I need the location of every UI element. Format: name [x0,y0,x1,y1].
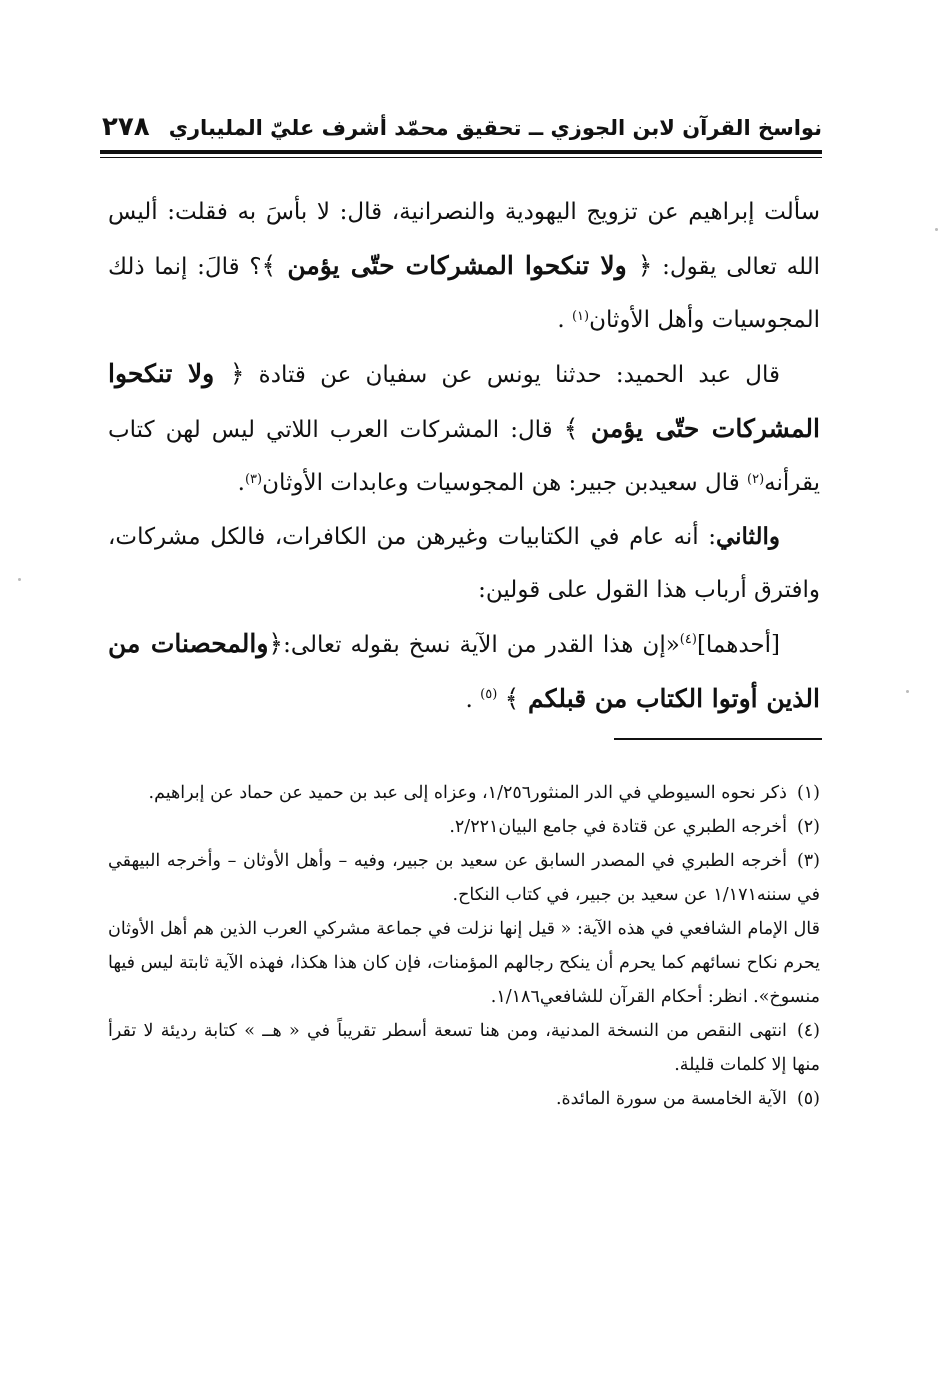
footnote-divider [614,738,822,740]
footnote-number: (٥) [796,1089,820,1109]
footnote-number: (١) [796,783,820,803]
quran-open-bracket: ﴿ [268,629,284,658]
footnote-ref-5[interactable]: (٥) [480,687,498,702]
footnote-1 [108,776,820,810]
quran-quote [262,251,653,280]
text-run: سألت إبراهيم عن تزويج اليهودية والنصرانية، قال: لا بأسَ به فقلت: أليس الله تعالى يقول: [108,199,820,280]
quran-verse: والمحصنات من الذين أوتوا الكتاب من قبلكم [108,629,820,713]
main-text [108,186,820,727]
header-rule-thin [100,157,822,158]
text-run: : أنه عام في الكتابيات وغيرهن من الكافرات، فالكل مشركات، وافترق أرباب هذا القول على قولين: [108,524,820,603]
paragraph-4 [108,617,820,727]
text-run: ؟ قالَ: إنما ذلك المجوسيات وأهل الأوثان [108,254,820,333]
quran-open-bracket: ﴿ [637,251,653,280]
paragraph-2 [108,347,820,510]
text-run: [أحدهما] [696,632,780,658]
header-rule-thick [100,150,822,154]
header-title: نواسخ القرآن لابن الجوزي ــ تحقيق محمّد أشرف عليّ المليباري [168,116,822,140]
page-number: ٢٧٨ [102,112,150,142]
text-run: قال عبد الحميد: حدثنا يونس عن سفيان عن قتادة [244,362,780,388]
quran-close-bracket: ﴾ [563,414,579,443]
footnote-4 [108,1014,820,1082]
footnote-ref-1[interactable]: (١) [571,309,590,324]
scan-speck [935,228,938,231]
running-header [100,108,822,152]
paragraph-1 [108,186,820,347]
footnote-text: الآية الخامسة من سورة المائدة. [555,1089,787,1109]
text-run: . [557,307,572,333]
footnote-text: ذكر نحوه السيوطي في الدر المنثور١/٢٥٦، وعزاه إلى عبد بن حميد عن حماد عن إبراهيم. [148,783,787,803]
text-run: . [465,687,481,713]
text-run: . [237,470,245,496]
quran-open-bracket: ﴿ [229,359,245,388]
footnote-5 [108,1082,820,1116]
scan-speck [18,578,21,581]
footnote-3 [108,844,820,912]
footnote-number: (٤) [796,1021,820,1041]
footnote-number: (٣) [796,851,820,871]
footnotes [108,776,820,1116]
footnote-number: (٢) [796,817,820,837]
quran-verse: ولا تنكحوا المشركات حتّى يؤمن [108,359,820,443]
quran-verse: ولا تنكحوا المشركات حتّى يؤمن [287,251,627,280]
quran-close-bracket: ﴾ [504,684,520,713]
quran-close-bracket: ﴾ [261,251,277,280]
section-lead: والثاني [715,523,780,550]
footnote-3-continued [108,912,820,1014]
text-run: قال سعيدبن جبير: هن المجوسيات وعابدات الأوثان [262,470,747,496]
footnote-ref-4[interactable]: (٤) [679,632,697,647]
footnote-text: قال الإمام الشافعي في هذه الآية: « قيل إنها نزلت في جماعة مشركي العرب الذين هم أهل الأوثان يحرم نكاح نسائهم كما يحرم أن ينكح رجالهم المؤمنات، فإن كان هذا هكذا، فهذه الآية ثابتة ليس فيها منسوخ». انظر: أحكام القرآن للشافعي١/١٨٦. [108,919,820,1007]
text-run: «إن هذا القدر من الآية نسخ بقوله تعالى: [283,632,680,658]
footnote-ref-3[interactable]: (٣) [244,472,263,487]
scan-speck [906,690,909,693]
footnote-text: أخرجه الطبري في المصدر السابق عن سعيد بن جبير، وفيه – وأهل الأوثان – وأخرجه البيهقي في سننه١/١٧١ عن سعيد بن جبير، في كتاب النكاح. [108,851,820,905]
footnote-text: انتهى النقص من النسخة المدنية، ومن هنا تسعة أسطر تقريباً في « هــ » كتابة رديئة لا تقرأ منها إلا كلمات قليلة. [108,1021,820,1075]
footnote-text: أخرجه الطبري عن قتادة في جامع البيان٢/٢٢١. [449,817,787,837]
footnote-ref-2[interactable]: (٢) [747,472,765,487]
paragraph-3 [108,510,820,617]
footnote-2 [108,810,820,844]
text-run: قال: المشركات العرب اللاتي ليس لهن كتاب يقرأنه [108,417,820,496]
